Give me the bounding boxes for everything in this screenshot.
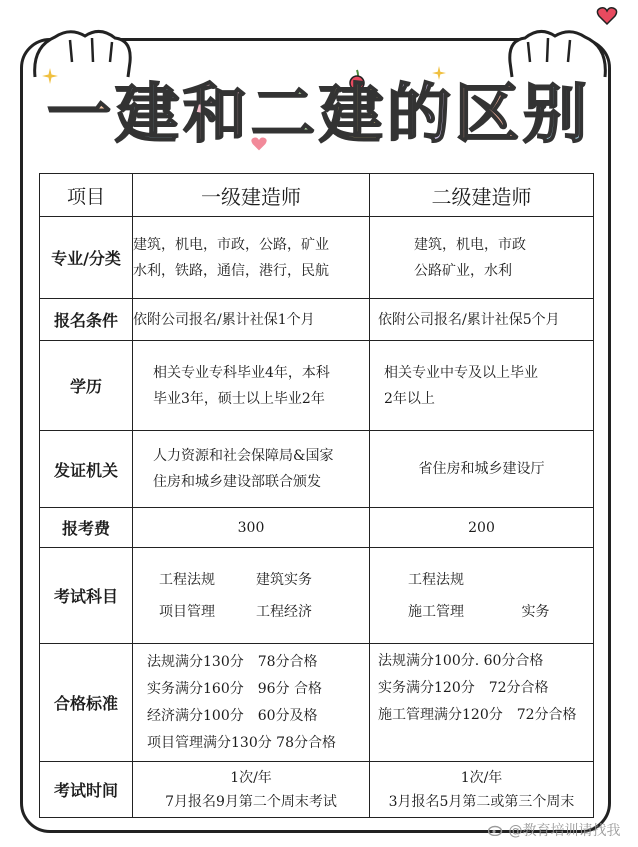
text-line: 相关专业中专及以上毕业: [384, 364, 538, 381]
text-line: 施工管理满分120分 72分合格: [378, 707, 577, 723]
second-time: [370, 762, 594, 818]
header-item: 项目: [40, 174, 133, 217]
watermark-text: @教育培训请找我: [508, 823, 621, 839]
first-time: [133, 762, 370, 818]
subject-item: 工程法规: [408, 571, 464, 588]
table-row: [40, 762, 594, 818]
row-label-apply: 报名条件: [40, 299, 133, 341]
second-fee: 200: [370, 508, 594, 548]
text-line: 2年以上: [384, 390, 435, 407]
row-label-subjects: 考试科目: [40, 548, 133, 644]
text-line: 毕业3年，硕士以上毕业2年: [153, 390, 325, 407]
table-row: [40, 508, 594, 548]
text-line: 经济满分100分 60分及格: [147, 707, 318, 724]
title-char: 和: [183, 78, 251, 152]
text-line: 公路矿业，水利: [414, 262, 512, 279]
weibo-logo-icon: [488, 823, 504, 836]
second-subjects: [370, 548, 594, 644]
second-apply: 依附公司报名/累计社保5个月: [370, 299, 594, 341]
first-major: [133, 217, 370, 299]
text-line: 人力资源和社会保障局&国家: [153, 448, 334, 464]
page-title: [0, 64, 638, 154]
table-row: [40, 644, 594, 762]
table-header-row: [40, 174, 594, 217]
heart-icon: [596, 6, 618, 26]
text-line: 相关专业专科毕业4年，本科: [153, 364, 330, 381]
header-first-class: 一级建造师: [133, 174, 370, 217]
first-subjects: [133, 548, 370, 644]
text-line: 建筑，机电，市政: [414, 236, 526, 253]
title-char: 别: [523, 78, 591, 152]
subject-item: 工程法规: [159, 571, 215, 588]
text-line: 实务满分120分 72分合格: [378, 680, 549, 696]
second-major: [370, 217, 594, 299]
second-pass: [370, 644, 594, 762]
first-issuer: [133, 431, 370, 508]
text-line: 项目管理满分130分 78分合格: [147, 734, 336, 751]
second-issuer: 省住房和城乡建设厅: [370, 431, 594, 508]
watermark: [488, 820, 620, 840]
first-apply: 依附公司报名/累计社保1个月: [133, 299, 370, 341]
subject-item: 建筑实务: [256, 571, 312, 588]
subject-item: 施工管理: [408, 603, 464, 620]
comparison-table: [39, 173, 594, 818]
title-char: 区: [455, 78, 523, 152]
text-line: 建筑，机电，市政，公路，矿业: [133, 236, 329, 253]
first-fee: 300: [133, 508, 370, 548]
title-char: 的: [387, 78, 455, 152]
header-second-class: 二级建造师: [370, 174, 594, 217]
first-pass: [133, 644, 370, 762]
table-row: [40, 431, 594, 508]
text-line: 实务满分160分 96分 合格: [147, 680, 322, 697]
text-line: 法规满分130分 78分合格: [147, 653, 318, 670]
row-label-fee: 报考费: [40, 508, 133, 548]
row-label-pass: 合格标准: [40, 644, 133, 762]
title-char: 建: [115, 78, 183, 152]
table-row: [40, 217, 594, 299]
table-row: [40, 341, 594, 431]
second-education: [370, 341, 594, 431]
text-line: 3月报名5月第二或第三个周末: [388, 793, 575, 810]
title-char: 建: [319, 78, 387, 152]
subject-item: 项目管理: [159, 603, 215, 620]
title-char: 一: [47, 78, 115, 152]
row-label-time: 考试时间: [40, 762, 133, 818]
title-char: 二: [251, 78, 319, 152]
text-line: 1次/年: [460, 769, 503, 786]
text-line: 1次/年: [230, 769, 272, 786]
text-line: 7月报名9月第二个周末考试: [165, 793, 337, 810]
row-label-education: 学历: [40, 341, 133, 431]
text-line: 水利，铁路，通信，港行，民航: [133, 262, 329, 279]
first-education: [133, 341, 370, 431]
row-label-major: 专业/分类: [40, 217, 133, 299]
text-line: 住房和城乡建设部联合颁发: [153, 474, 321, 490]
subject-item: 实务: [521, 603, 550, 620]
table-row: [40, 299, 594, 341]
subject-item: 工程经济: [256, 603, 312, 620]
table-row: [40, 548, 594, 644]
row-label-issuer: 发证机关: [40, 431, 133, 508]
subject-item: [496, 567, 584, 593]
text-line: 法规满分100分. 60分合格: [378, 653, 544, 669]
